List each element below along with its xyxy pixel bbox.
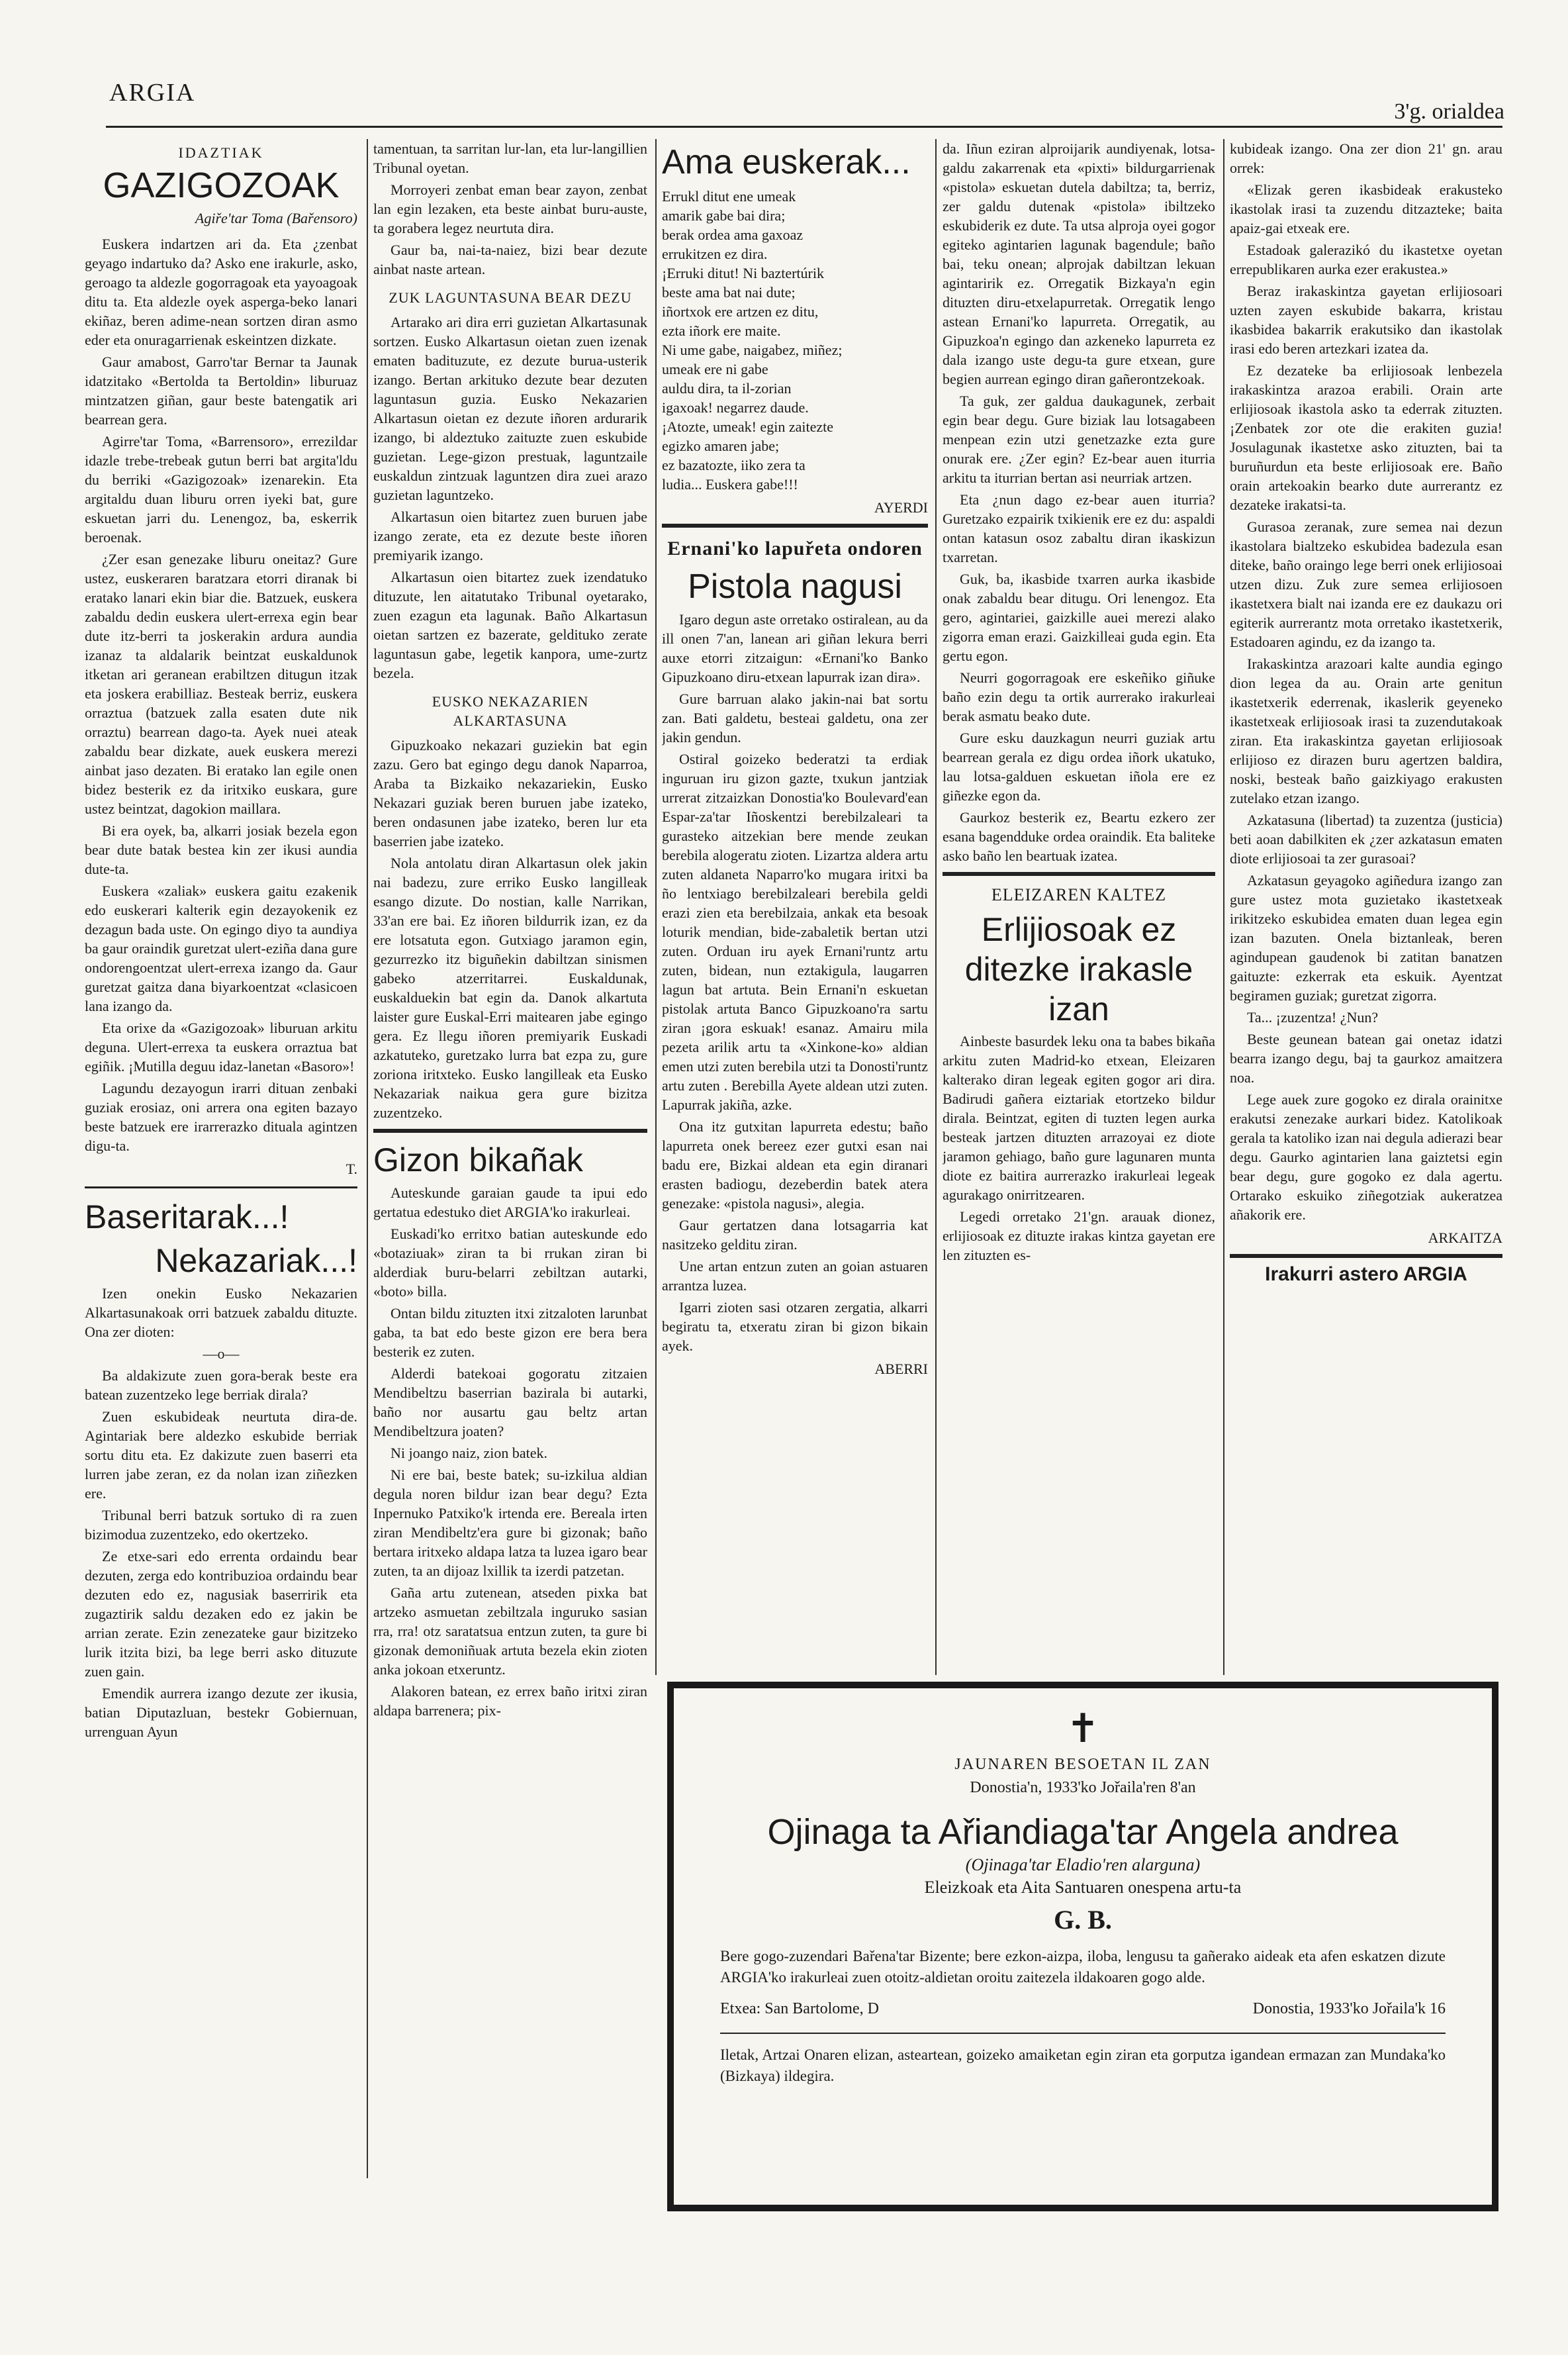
article-signature: T. [346,1161,357,1177]
paragraph: Igaro degun aste orretako ostiralean, au da ill onen 7'an, lanean ari giñan lekura berri auxe etorri zitzaigun: «Ernani'ko Banko Gipuzkoano diru-etxean lapurrak izan dira». [662,611,928,685]
poem-line: auldu dira, ta il-zorian [662,380,792,397]
poem-line: ezta iñork ere maite. [662,322,781,339]
article-kicker: Ernani'ko lapuřeta ondoren [667,538,923,559]
paragraph: Bi era oyek, ba, alkarri josiak bezela egon bear dute batak bestea kin zer ikusi aundia dute-ta. [85,822,357,877]
poem-line: berak ordea ama gaxoaz [662,226,804,243]
paragraph: kubideak izango. Ona zer dion 21' gn. arau orrek: [1230,140,1502,176]
column-5 [1230,139,1502,1675]
paragraph: da. Iñun eziran alproijarik aundiyenak, lotsa-galdu zakarrenak eta «pixti» bildurgarrienak «pistola» eskuetan dutela dabiltza; ta, berriz, zer galdu dutenak «pistola» ibiltzeko eskubiderik ez dute. Ta utsa alproja oyei gogor egiteko agintarien lagunak bagendule; baño bai, teku onean; alprojak dabiltzan lekuan agintaririk ez. Orregatik Bizkaya'n egin dituzten diru-etxelapurretak. Orregatik lengo astean Ernani'ko lapurreta. Orregatik, au Gipuzkoa'n egingo dan azkeneko lapurreta ez dala izango uste degu-ta gure etxean, gure begien aurrean egingo diran gañerontzekoak. [943,140,1215,387]
column-4 [943,139,1215,1675]
paragraph: Gaurkoz besterik ez, Beartu ezkero zer esana bagendduke ordea oraindik. Eta baliteke asko baño len beartuak izatea. [943,809,1215,864]
poem-line: ludia... Euskera gabe!!! [662,476,798,493]
paragraph: Tribunal berri batzuk sortuko di ra zuen bizimodua zuzentzeko, edo okertzeko. [85,1507,357,1543]
poem [662,187,928,494]
poem-line: errukitzen ez dira. [662,246,768,262]
poem-line: Ni ume gabe, naigabez, miñez; [662,342,843,358]
article-kicker: ELEIZAREN KALTEZ [991,885,1167,904]
section-rule [373,1129,647,1133]
obituary-divider [720,2033,1446,2034]
paragraph: Izen onekin Eusko Nekazarien Alkartasunakoak orri batzuek zabaldu dituzte. Ona zer dioten: [85,1285,357,1340]
column-divider [655,139,657,1675]
paragraph: Euskera indartzen ari da. Eta ¿zenbat geyago indartuko da? Asko ene irakurle, asko, geroago ta aldezle gogorragoak eta yayoagoak ditu ta. Eta aldezle oyek asperga-beko lanari ekiñaz, beren adime-nean sortzen diran asmo eder eta onuragarrienak eskeintzen dizkate. [85,236,357,348]
paragraph: tamentuan, ta sarritan lur-lan, eta lur-langillien Tribunal oyetan. [373,140,647,176]
paragraph: Azkatasun geyagoko agiñedura izango zan gure ustez mota guzietako ikastetxeak irikitzeko eskubidea ematen duan legea egin izan bazuten. Onela biztanleak, beren agindupean gaudenok bi zatitan banatzen gaituzte: ezkerrak eta eskuik. Ayentzat begiramen guziak; guretzat zigorra. [1230,872,1502,1004]
paragraph: Azkatasuna (libertad) ta zuzentza (justicia) beti aoan dabilkiten ek ¿zer azkatasun ematen diote erlijiosoai ta zer gurasoai? [1230,812,1502,867]
section-rule [662,524,928,528]
obituary-notice [667,1682,1499,2211]
masthead-rule [106,126,1502,128]
column-2 [373,139,647,2185]
paragraph: Lege auek zure gogoko ez dirala orainitxe erakutsi zenezake aurkari bidez. Katolikoak gerala ta katoliko izan nai degula adierazi bear degu. Gaurko agintarien lana gaiztetsi egin bear degu, gure gogoko ez dala agertu. Ortarako eskuiko ziñegotziak aukeratzea añakorik ere. [1230,1091,1502,1223]
paragraph: Alkartasun oien bitartez zuek izendatuko dituzute, len aitatutako Tribunal oyetarako, zuen ezagun eta lagunak. Baño Alkartasun oietan sartzen ez bazerate, geldituko zerate laguntasun gabe, legetik kanpora, ume-zurtz bezela. [373,569,647,681]
article-title: Pistola nagusi [688,567,902,606]
paragraph: Gure barruan alako jakin-nai bat sortu zan. Bati galdetu, besteai galdetu, ona zer jakin gendun. [662,691,928,745]
paragraph: Eta ¿nun dago ez-bear auen iturria? Guretzako ezpairik txikienik ere ez du: aspaldi ontan katasun osoz zabaltu diran ikaskizun txarretan. [943,491,1215,565]
poem-line: iñortxok ere artzen ez ditu, [662,303,819,320]
column-1 [85,139,357,2185]
paragraph: Ostiral goizeko bederatzi ta erdiak inguruan iru gizon gazte, txukun jantziak urrerat zitzaizkan Donostia'ko Boulevard'ean Espar-za'tar Iñoskentzi berebilzaleari ta gurasteko aitzekian bere mende zeukan berebila alogeratu zioten. Lizartza aldera artu zuten aldaneta Naparro'ko mugara iritxi ba ño lentxiago berebilzaleari berebila geldi erazi zien eta berebilzaia, ankak eta besoak loturik mendian, bide-zabaletik bertan utzi zuten. Orduan iru ayek Ernani'runtz artu zuten, bidean, nun eztakigula, laugarren lagun bat artuta. Bein Ernani'n eskuetan pistolak artuta Banco Gipuzkoano'ra sartu ziran ¡gora eskuak! esanaz. Amairu mila pezeta arilik artu ta «Xinkone-ko» aldian emen utzi zuten berebila utzi ta Donosti'runtz artu zuten . Berebilla Ayete aldean utzi zuten. Lapurrak jakiña, azke. [662,751,928,1113]
poem-line: ez bazatozte, iiko zera ta [662,457,806,473]
section-rule [1230,1254,1502,1258]
paragraph: Irakaskintza arazoari kalte aundia egingo dion legea da au. Orain arte genitun ikastetxerik ederrenak, ikaslerik geyeneko ikastetxeak erlijiosoak irasi ta zuzendutakoak ziran. Eta irakaskintza gayetan erlijiosoak erlijioso ez dirazen buru agertzen baldira, noski, besteak baño gaizkiyago erakusten zutelako etzan izango. [1230,655,1502,806]
promo-line: Irakurri astero ARGIA [1265,1263,1467,1285]
column-3 [662,139,928,1675]
article-title: GAZIGOZOAK [103,166,340,205]
paragraph: Ba aldakizute zuen gora-berak beste era batean zuzentzeko lege berriak dirala? [85,1367,357,1403]
paragraph: Auteskunde garaian gaude ta ipui edo gertatua edestuko diet ARGIA'ko irakurleai. [373,1184,647,1220]
poem-line: egizko amaren jabe; [662,438,780,454]
paragraph: «Elizak geren ikasbideak erakusteko ikastolak irasi ta zuzendu ditzazteke; baita apaiz-gai etxeak ere. [1230,181,1502,236]
obituary-house: Etxea: San Bartolome, D [720,2000,879,2017]
obituary-funeral-info: Iletak, Artzai Onaren elizan, asteartean, goizeko amaiketan egin ziran eta gorputza igandean ermazan zan Mundaka'ko (Bizkaya) ildegira. [720,2046,1446,2084]
paragraph: Artarako ari dira erri guzietan Alkartasunak sortzen. Eusko Alkartasun oietan zuen izenak ematen badituzute, ez dezute burua-usterik izango. Bertan arkituko dezute bear dezuten laguntasun guzia. Eusko Nekazarien Alkartasun oietan ez dezute iñoren ardurarik izango, bi aldeztuko zaituzte zuen eskubide guzietan. Lege-gizon prestuak, laguntzaile euskaldun zintzuak laguntzen dira zuei arazo guzietan laguntzeko. [373,314,647,503]
article-title: Ama euskerak... [662,143,911,181]
obituary-sacraments: Eleizkoak eta Aita Santuaren onespena artu-ta [924,1878,1242,1897]
obituary-place-date: Donostia'n, 1933'ko Jořaila'ren 8'an [970,1779,1196,1796]
obituary-heading: JAUNAREN BESOETAN IL ZAN [954,1756,1211,1773]
article-byline: Agiře'tar Toma (Bařensoro) [195,210,357,226]
paragraph: Ze etxe-sari edo errenta ordaindu bear dezuten, zerga edo kontribuzioa ordaindu bear dezuten edo ez, nagusiak baserririk eta zugaztirik saldu dezaken edo ez jakin be arrian zerate. Ezin zenezateke gaur bizitzeko lurik itzita bizi, ba lege berri asko dituzute zuen gain. [85,1548,357,1680]
paragraph: Ni ere bai, beste batek; su-izkilua aldian degula noren bildur izan bear degu? Ezta Inpernuko Patxiko'k irtenda ere. Bereala irten ziran Mendibeltz'era gure bi gizonak; baño bertara iritxeko aldapa latza ta luzea igaro bear zuten, ta an dijoaz lxillik ta izerdi patzetan. [373,1466,647,1579]
poem-line: ¡Atozte, umeak! egin zaitezte [662,418,833,435]
subheading: ZUK LAGUNTASUNA BEAR DEZU [389,289,632,306]
paragraph: Euskadi'ko erritxo batian auteskunde edo «botaziuak» ziran ta bi rrukan ziran bi alderdiak buru-belarri zebiltzan autarki, «boto» billa. [373,1226,647,1300]
paragraph: Alderdi batekoai gogoratu zitzaien Mendibeltzu baserrian bazirala bi autarki, baño nor ausartu gau beltz artan Mendibeltzura joaten? [373,1365,647,1439]
paragraph: Beste geunean batean gai onetaz idatzi bearra izango degu, baj ta gaurkoz amaitzera noa. [1230,1031,1502,1086]
paragraph: Gaur amabost, Garro'tar Bernar ta Jaunak idatzitako «Bertolda ta Bertoldin» liburuaz mintzatzen giñan, gaur beste batengatik ari bearrean gera. [85,354,357,428]
paragraph: Euskera «zaliak» euskera gaitu ezakenik edo euskerari kalterik egin dezayokenik ez dezagun bada uste. On egingo diyo ta aundiya ba gaur oraindik guretzat ulert-eziña dana gure ondorengoentzat ulert-errexa izango da. Gaur guretzat gaitza dana biyarkoentzat «clasicoen lana izango da. [85,883,357,1014]
section-rule [85,1186,357,1188]
section-rule [943,872,1215,876]
poem-line: Errukl ditut ene umeak [662,188,796,205]
paragraph: Alakoren batean, ez errex baño iritxi ziran aldapa barrenera; pix- [373,1683,647,1719]
obituary-name: Ojinaga ta Ařiandiaga'tar Angela andrea [767,1812,1399,1852]
article-title: Nekazariak...! [155,1242,357,1279]
article-title: Gizon bikañak [373,1141,583,1178]
paragraph: Gipuzkoako nekazari guziekin bat egin zazu. Gero bat egingo degu danok Naparroa, Araba ta Bizkaiko nekazariekin, Eusko Nekazari guziak beren buruen jabe izateko, beren ondasunen jabe izateko, beren lur eta baserrien jabe izateko. [373,737,647,849]
obituary-date: Donostia, 1933'ko Jořaila'k 16 [1252,2000,1446,2017]
paragraph: Eta orixe da «Gazigozoak» liburuan arkitu deguna. Ulert-errexa ta euskera orraztua bat egiñik. ¡Mutilla deguu idaz-lanetan «Basoro»! [85,1020,357,1075]
paragraph: Ainbeste basurdek leku ona ta babes bikaña arkitu zuten Madrid-ko etxean, Eleizaren kalterako diran legeak egiten gogor ari dira. Badirudi gañera eiztariak etortzeko bildur dirala. Beintzat, egiten di tuzten legen aurka besteak jartzen dituzten arrazoyai ez diote jaramon gehiago, baño gure lagunaren munta diote ez baitira aurrerazko irakurleai legeak agurakago onirritzearen. [943,1033,1215,1203]
page-number: 3'g. orialdea [1394,99,1504,124]
paragraph: Legedi orretako 21'gn. arauak dionez, erlijiosoak ez dituzte irakas kintza gayetan ere len zituzten es- [943,1208,1215,1263]
obituary-body: Bere gogo-zuzendari Bařena'tar Bizente; bere ezkon-aizpa, iloba, lengusu ta gañerako aideak eta afen eskatzen dizute ARGIA'ko irakurleai zuen otoitz-aldietan oroitu zaitezela ildakoaren gogo alde. [720,1948,1446,1986]
article-signature: ARKAITZA [1428,1229,1502,1246]
paragraph: Guk, ba, ikasbide txarren aurka ikasbide onak zabaldu bear ditugu. Ori lenengoz. Eta gero, agintariei, gaizkille auei merezi alako zigorra eman erazi. Gaizkilleai guda egin. Eta gertu egon. [943,571,1215,664]
paragraph: Ez dezateke ba erlijiosoak lenbezela irakaskintza arazoa erabili. Orain arte erlijiosoak ikastola asko ta ederrak zituzten. ¡Zenbatek zor ote die erakiten guzia! Josulagunak ikastetxe asko zituzten, bai ta buruñurdun eta beste erlijiosoak ere. Baño orain artekoakin bearko dute aurrerantz ez dezateke irakatsi-ta. [1230,362,1502,513]
column-divider [1223,139,1224,1675]
paragraph: Estadoak galerazikó du ikastetxe oyetan errepublikaren aurka ezer erakustea.» [1230,242,1502,277]
paragraph: ¿Zer esan genezake liburu oneitaz? Gure ustez, euskeraren baratzara etorri diranak bi eratako lanari ekin biar die. Batzuek, euskera zabaldu dedin euskera ulert-errexa egin bear dute itz-berri ta joskerakin ardura aundia izanaz ta aldalarik beintzat euskaldunok itketan ari geranean erabiltzen ditugun itzak eta joskera erabilliaz. Besteak berriz, euskera orraztua (batzuek zalla esaten dute nik orraztu) bearrean dago-ta. Ayek nuei ateak zabaldu bear dizkate, auek euskera merezi ainbat jaso dezaten. Bi eratako lan egile onen bidez besterik ez da iritxiko euskara, gure ustez beintzat, dagokion maillara. [85,551,357,817]
paragraph: Une artan entzun zuten an goian astuaren arrantza luzea. [662,1258,928,1294]
paragraph: Gaur ba, nai-ta-naiez, bizi bear dezute ainbat naste artean. [373,242,647,277]
poem-line: umeak ere ni gabe [662,361,768,377]
article-signature: ABERRI [874,1361,928,1377]
poem-line: amarik gabe bai dira; [662,207,786,224]
article-title: Erlijiosoak ez ditezke irakasle izan [964,911,1193,1028]
paragraph: Gaur gertatzen dana lotsagarria kat nasitzeko gelditu ziran. [662,1217,928,1253]
paragraph: Gaña artu zutenean, atseden pixka bat artzeko asmuetan zebiltzala inguruko sasian rra, rra! otz saratatsua entzun zuten, ta gure bi gizonak demoniñuak artuta bezela ekin zioten anka jokoan etxeruntz. [373,1584,647,1678]
paragraph: Nola antolatu diran Alkartasun olek jakin nai badezu, zure erriko Eusko langilleak esango dizute. Do nostian, kalle Narrikan, 33'an ere bai. Ez iñoren bildurrik izan, ez da ere lotsatuta egon. Gutxiago jaramon egin, gezurrezko itz biguñekin dabiltzan sinismen gabeko atzerritarrei. Euskaldunak, euskalduekin bat egin da. Danok alkartuta laister gure Euskal-Erri maitearen jabe egingo gera. Ez llegu iñoren premiyarik Euskadi azkatuteko, guretzako lurra bat ezpa zu, gure zoriona iritxteko. Eusko langilleak eta Eusko Nekazariak naikua gera gure bizitza zuzentzeko. [373,855,647,1121]
poem-line: ¡Erruki ditut! Ni baztertúrik [662,265,824,281]
paragraph: Gurasoa zeranak, zure semea nai dezun ikastolara bialtzeko eskubidea badezula esan diteke, baño oraingo lege berri onek erlijiosoai utzen dizu. Zuk zure semea erlijiosoen ikastetxera bialt nai izanda ere ez daukazu ori egiterik aurrerantz mota orretako ikastetxerik, Estadoaren agindu, ez da izango ta. [1230,518,1502,650]
paragraph: Alkartasun oien bitartez zuen buruen jabe izango zerate, eta ez dezute beste iñoren premiyarik izango. [373,508,647,563]
masthead-title: ARGIA [109,79,196,107]
paragraph: Igarri zioten sasi otzaren zergatia, alkarri begiratu ta, etxeratu ziran bi gizon bikain ayek. [662,1299,928,1354]
article-title: Baseritarak...! [85,1198,289,1235]
paragraph: Ontan bildu zituzten itxi zitzaloten larunbat gaba, ta bat edo beste gizon ere bera bera besterik ez zuten. [373,1305,647,1360]
poem-line: beste ama bat nai dute; [662,284,796,301]
obituary-widow-of: (Ojinaga'tar Eladio'ren alarguna) [965,1855,1201,1874]
paragraph: Agirre'tar Toma, «Barrensoro», errezildar idazle trebe-trebeak gutun berri bat argita'ldu du berriki «Gazigozoak» izenarekin. Eta argitaldu duan liburu orren iyeki bat, gure eskuetan jarri du. Lenengoz, ba, eskerrik beroenak. [85,433,357,546]
separator: —o— [203,1345,240,1362]
obituary-gb: G. B. [1054,1905,1112,1935]
cross-icon: ✝ [1066,1707,1100,1751]
obituary-info-row [720,2000,1446,2018]
section-kicker: IDAZTIAK [178,144,264,161]
article-signature: AYERDI [874,499,928,516]
paragraph: Emendik aurrera izango dezute zer ikusia, batian Diputazluan, bestekr Gobiernuan, urrenguan Ayun [85,1685,357,1740]
paragraph: Ni joango naiz, zion batek. [391,1445,548,1461]
paragraph: Gure esku dauzkagun neurri guziak artu bearrean gerala ez digu ordea iñork ukatuko, lau lotsa-galduen eskuetan iñola ere ez giñezke egon da. [943,730,1215,804]
paragraph: Neurri gogorragoak ere eskeñiko giñuke baño ezin degu ta ortik aurrerako irakurleai berak asmatu beako dute. [943,669,1215,724]
paragraph: Ona itz gutxitan lapurreta edestu; baño lapurreta onek bereez ezer gutxi esan nai badu ere, Bizkai aldean eta egin diranari erasten badiogu, dezeberdin batek atera genezake: «pistola nagusi», alegia. [662,1118,928,1212]
paragraph: Lagundu dezayogun irarri dituan zenbaki guziak erosiaz, oni arrera ona egiten bazayo beste batzuek ere irarrerazko dituala agintzen digu-ta. [85,1080,357,1154]
paragraph: Ta guk, zer galdua daukagunek, zerbait egin bear degu. Gure biziak lau lotsagabeen menpean ezin utzi genetzazke ezta gure onurak ere. ¿Zer egin? Ez-bear auen iturria arkitu ta iturrian bertan asi neurriak artzen. [943,393,1215,486]
paragraph: Zuen eskubideak neurtuta dira-de. Agintariak bere aldezko eskubide berriak sortu ditu eta. Ez dakizute zuen baserri eta lurren jabe zeran, ez da nolan izan ziñezken ere. [85,1408,357,1502]
paragraph: Ta... ¡zuzentza! ¿Nun? [1247,1009,1379,1026]
subheading: EUSKO NEKAZARIEN ALKARTASUNA [432,693,589,729]
paragraph: Morroyeri zenbat eman bear zayon, zenbat lan egin lezaken, eta beste ainbat buru-auste, ta gorabera legez neurtuta dira. [373,181,647,236]
poem-line: igaxoak! negarrez daude. [662,399,809,416]
column-divider [367,139,368,2178]
paragraph: Beraz irakaskintza gayetan erlijiosoari uzten zayen eskubide bakarra, kristau ikasbidea bakarrik erakutsiko dan ikastolak irasi edo beren artezkari izatea da. [1230,283,1502,357]
column-divider [935,139,937,1675]
